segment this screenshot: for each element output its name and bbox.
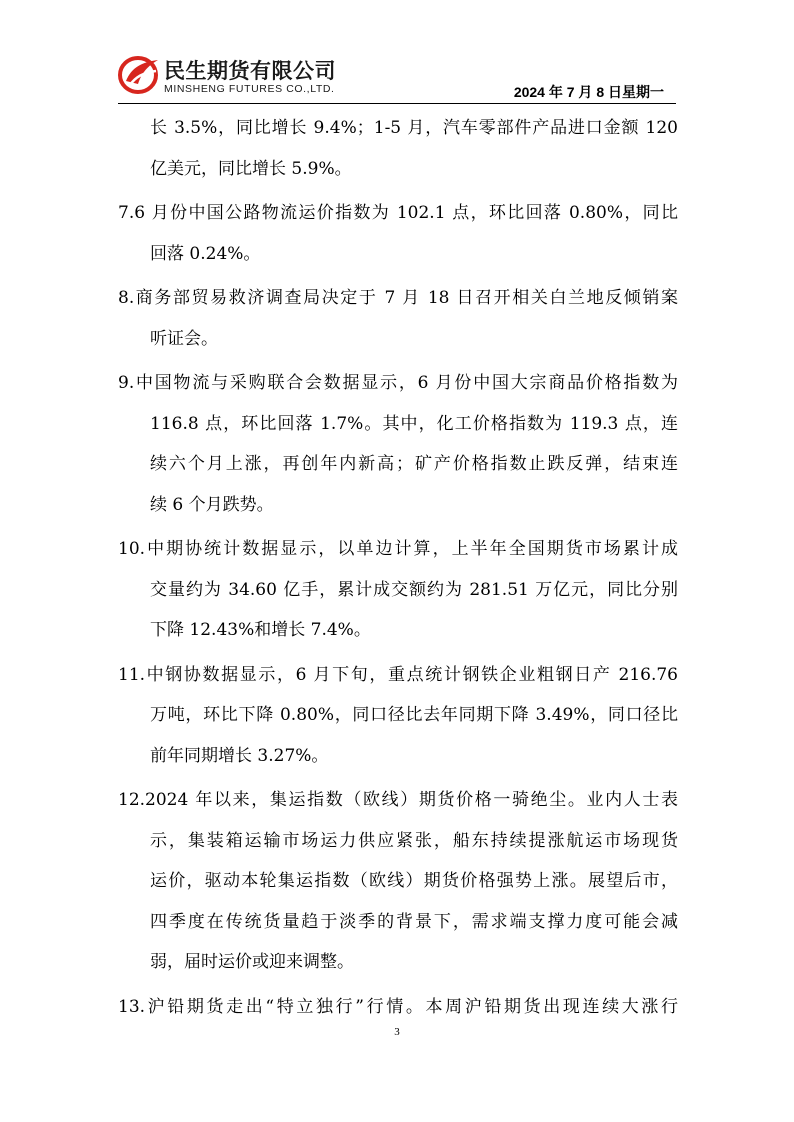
item-line: 前年同期增长 3.27%。 <box>150 745 329 766</box>
company-logo <box>118 52 368 100</box>
company-name-cn: 民生期货有限公司 <box>164 59 336 83</box>
report-date: 2024 年 7 月 8 日星期一 <box>513 84 664 100</box>
item-line: 续 6 个月跌势。 <box>150 494 274 515</box>
item-line: 7.6 月份中国公路物流运价指数为 102.1 点，环比回落 0.80%，同比 <box>118 203 678 223</box>
news-item-11 <box>118 655 678 777</box>
item-line: 运价，驱动本轮集运指数（欧线）期货价格强势上涨。展望后市， <box>150 871 678 891</box>
item-line: 116.8 点，环比回落 1.7%。其中，化工价格指数为 119.3 点，连 <box>150 413 678 434</box>
news-list <box>118 108 678 1031</box>
item-line: 回落 0.24%。 <box>150 243 261 264</box>
news-item-13 <box>118 987 678 1028</box>
news-item-12 <box>118 780 678 983</box>
item-line: 11.中钢协数据显示，6 月下旬，重点统计钢铁企业粗钢日产 216.76 <box>118 664 678 685</box>
item-line: 弱，届时运价或迎来调整。 <box>150 952 354 972</box>
item-line: 续六个月上涨，再创年内新高；矿产价格指数止跌反弹，结束连 <box>150 454 678 474</box>
item-line: 长 3.5%，同比增长 9.4%；1-5 月，汽车零部件产品进口金额 120 <box>150 118 678 138</box>
item-line: 交量约为 34.60 亿手，累计成交额约为 281.51 万亿元，同比分别 <box>150 579 678 600</box>
item-line: 万吨，环比下降 0.80%，同口径比去年同期下降 3.49%，同口径比 <box>150 705 678 725</box>
news-item-9 <box>118 363 678 525</box>
news-item-8 <box>118 278 678 359</box>
news-item-continued <box>118 108 678 189</box>
minsheng-logo-icon <box>118 54 160 94</box>
item-line: 亿美元，同比增长 5.9%。 <box>150 158 352 179</box>
item-line: 9.中国物流与采购联合会数据显示，6 月份中国大宗商品价格指数为 <box>118 373 678 393</box>
news-item-10 <box>118 529 678 651</box>
item-line: 10.中期协统计数据显示，以单边计算，上半年全国期货市场累计成 <box>118 539 678 559</box>
item-line: 8.商务部贸易救济调查局决定于 7 月 18 日召开相关白兰地反倾销案 <box>118 288 678 308</box>
item-line: 13.沪铅期货走出“特立独行”行情。本周沪铅期货出现连续大涨行 <box>118 996 678 1017</box>
item-line: 下降 12.43%和增长 7.4%。 <box>150 620 371 640</box>
company-name-en: MINSHENG FUTURES CO.,LTD. <box>164 83 335 95</box>
header-divider <box>118 103 676 104</box>
item-line: 听证会。 <box>150 328 218 349</box>
page-number: 3 <box>394 1026 400 1038</box>
news-item-7 <box>118 193 678 274</box>
page-header <box>118 52 676 104</box>
item-line: 四季度在传统货量趋于淡季的背景下，需求端支撑力度可能会减 <box>150 911 678 932</box>
item-line: 示，集装箱运输市场运力供应紧张，船东持续提涨航运市场现货 <box>150 830 678 851</box>
item-line: 12.2024 年以来，集运指数（欧线）期货价格一骑绝尘。业内人士表 <box>118 790 678 810</box>
